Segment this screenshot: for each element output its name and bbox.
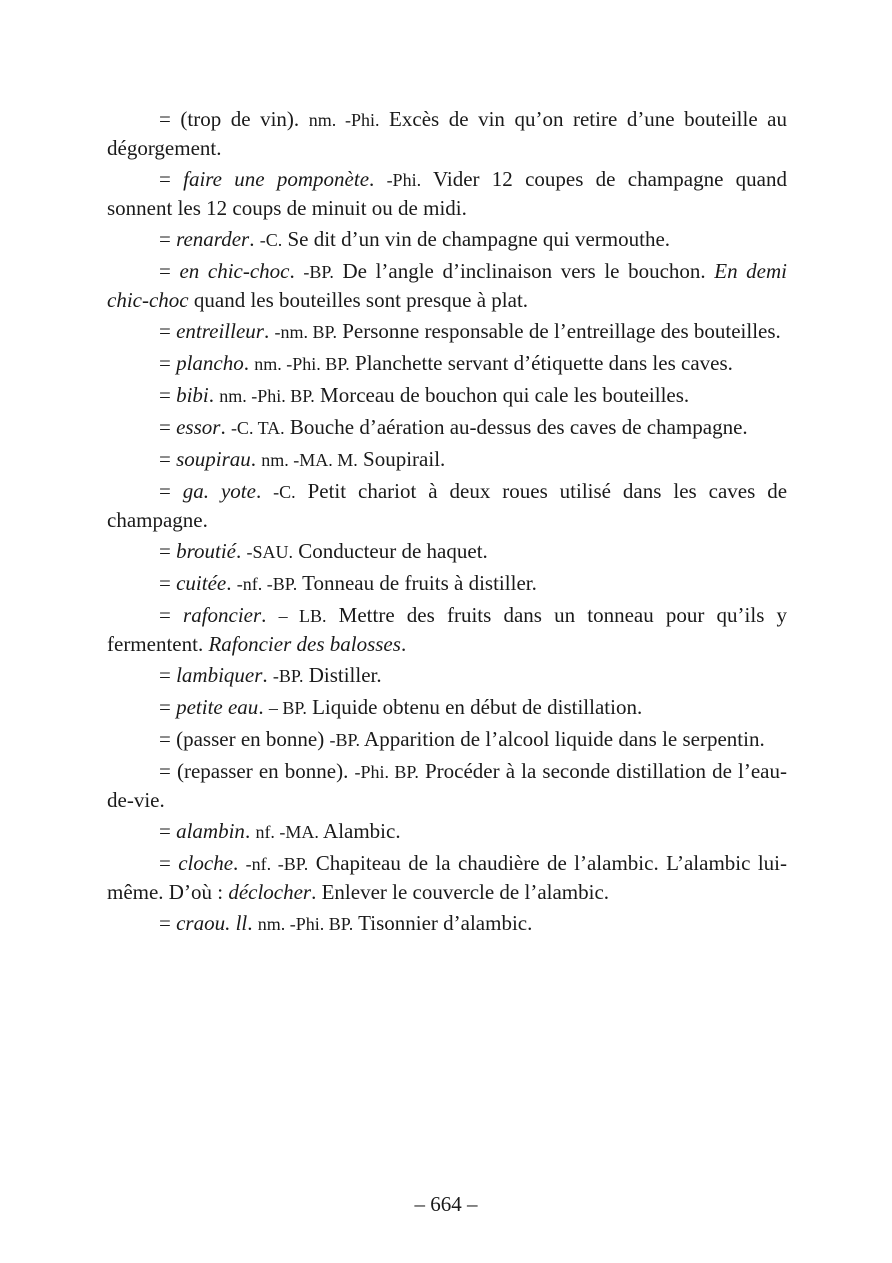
entry-text: = (159, 571, 177, 595)
entry-text: = (159, 603, 184, 627)
headword: essor (176, 415, 221, 439)
grammar-source-abbrev: -Phi. BP. (354, 762, 419, 782)
entry-text: Apparition de l’alcool liquide dans le serpentin. (359, 727, 765, 751)
entry-text: . (249, 227, 260, 251)
dictionary-entry (107, 849, 787, 906)
dictionary-entry (107, 257, 787, 314)
entry-text: . (235, 539, 247, 563)
entry-text: = (trop de vin). (159, 107, 309, 131)
entry-text: . (233, 851, 246, 875)
dictionary-entry (107, 445, 787, 474)
grammar-source-abbrev: nm. -MA. M. (261, 450, 358, 470)
entry-text: De l’angle d’inclinaison vers le bouchon. (333, 259, 715, 283)
entry-text: = (159, 227, 177, 251)
dictionary-entry (107, 349, 787, 378)
entry-text: = (159, 479, 183, 503)
entry-text: . (226, 571, 237, 595)
entry-text: = (159, 351, 177, 375)
entry-text: . (369, 167, 387, 191)
entry-text: . Enlever le couvercle de l’alambic. (311, 880, 610, 904)
grammar-source-abbrev: -nf. -BP. (245, 854, 309, 874)
entry-text: = (159, 167, 184, 191)
grammar-source-abbrev: nm. -Phi. BP. (254, 354, 350, 374)
entry-text: Tisonnier d’alambic. (353, 911, 533, 935)
headword: faire une pomponète (183, 167, 370, 191)
entry-text: = (159, 539, 177, 563)
grammar-source-abbrev: -nf. -BP. (236, 574, 298, 594)
dictionary-entry (107, 909, 787, 938)
entry-text: . (250, 447, 262, 471)
dictionary-entry (107, 105, 787, 162)
entry-text: = (159, 851, 179, 875)
entry-text: Tonneau de fruits à distiller. (297, 571, 537, 595)
entry-text: . (400, 632, 407, 656)
grammar-source-abbrev: -nm. BP. (274, 322, 337, 342)
headword: lambiquer (176, 663, 263, 687)
grammar-source-abbrev: -C. TA. (230, 418, 285, 438)
entry-text: Conducteur de haquet. (293, 539, 488, 563)
headword: déclocher (228, 880, 312, 904)
page-number: – 664 – (414, 1192, 478, 1216)
dictionary-entry (107, 693, 787, 722)
headword: en chic-choc (179, 259, 290, 283)
entry-text: Planchette servant d’étiquette dans les caves. (349, 351, 733, 375)
grammar-source-abbrev: -Phi. (386, 170, 422, 190)
grammar-source-abbrev: nf. -MA. (255, 822, 319, 842)
entry-text: . (220, 415, 231, 439)
grammar-source-abbrev: -C. (273, 482, 296, 502)
entry-text: = (159, 383, 177, 407)
entry-text: Morceau de bouchon qui cale les bouteilles. (314, 383, 690, 407)
entry-text: . (243, 351, 255, 375)
entry-text: Soupirail. (357, 447, 446, 471)
dictionary-entry (107, 725, 787, 754)
headword: rafoncier (183, 603, 262, 627)
dictionary-entry (107, 413, 787, 442)
entry-text: = (159, 447, 177, 471)
entry-text: = (159, 259, 180, 283)
entry-text: Chapiteau de la chaudière de l’alambic. L’alambic lui-même. D’où : (107, 851, 787, 904)
dictionary-entry (107, 817, 787, 846)
grammar-source-abbrev: -BP. (329, 730, 360, 750)
grammar-source-abbrev: – BP. (268, 698, 307, 718)
entry-text: Bouche d’aération au-dessus des caves de champagne. (284, 415, 748, 439)
grammar-source-abbrev: nm. -Phi. BP. (219, 386, 315, 406)
entry-text: . (244, 819, 256, 843)
entry-text: . (289, 259, 304, 283)
grammar-source-abbrev: -BP. (272, 666, 304, 686)
entry-text: = (159, 819, 177, 843)
entry-text: . (263, 319, 275, 343)
entry-text: Procéder à la seconde distillation de l’eau-de-vie. (107, 759, 787, 812)
headword: En demi chic-choc (107, 259, 788, 312)
dictionary-entry (107, 569, 787, 598)
grammar-source-abbrev: -BP. (303, 262, 334, 282)
headword: renarder (176, 227, 250, 251)
entry-text: Distiller. (303, 663, 382, 687)
headword: craou. ll (176, 911, 248, 935)
entry-text: = (159, 415, 177, 439)
grammar-source-abbrev: – LB. (278, 606, 327, 626)
headword: cuitée (176, 571, 227, 595)
headword: alambin (176, 819, 245, 843)
dictionary-entry (107, 477, 787, 534)
headword: petite eau (176, 695, 259, 719)
dictionary-entry (107, 165, 787, 222)
headword: ga. yote (182, 479, 256, 503)
entry-text: Liquide obtenu en début de distillation. (306, 695, 643, 719)
entry-text: . (247, 911, 258, 935)
entry-text: = (passer en bonne) (159, 727, 330, 751)
dictionary-entry (107, 225, 787, 254)
entry-text: = (159, 319, 177, 343)
entry-text: = (159, 911, 177, 935)
entry-text: . (255, 479, 274, 503)
entry-text: = (repasser en bonne). (159, 759, 355, 783)
entry-text: . (262, 663, 273, 687)
dictionary-entry (107, 661, 787, 690)
grammar-source-abbrev: nm. -Phi. BP. (257, 914, 354, 934)
entry-text: . (258, 695, 269, 719)
dictionary-entry (107, 537, 787, 566)
headword: broutié (176, 539, 236, 563)
entry-text: Petit chariot à deux roues utilisé dans les caves de champagne. (107, 479, 788, 532)
headword: Rafoncier des balosses (208, 632, 401, 656)
entry-text: Mettre des fruits dans un tonneau pour qu’ils y fermentent. (107, 603, 788, 656)
entry-text: Excès de vin qu’on retire d’une bouteille au dégorgement. (107, 107, 788, 160)
entry-text: Vider 12 coupes de champagne quand sonnent les 12 coups de minuit ou de midi. (107, 167, 787, 220)
entry-text: = (159, 663, 177, 687)
headword: plancho (176, 351, 244, 375)
dictionary-entry (107, 381, 787, 410)
entry-text: . (261, 603, 279, 627)
dictionary-entry (107, 757, 787, 814)
grammar-source-abbrev: -C. (259, 230, 283, 250)
dictionary-entry (107, 317, 787, 346)
grammar-source-abbrev: nm. -Phi. (308, 110, 380, 130)
dictionary-page-body (107, 105, 787, 941)
entry-text: quand les bouteilles sont presque à plat. (188, 288, 529, 312)
entry-text: Alambic. (318, 819, 401, 843)
headword: bibi (176, 383, 209, 407)
entry-text: . (208, 383, 220, 407)
headword: entreilleur (176, 319, 264, 343)
entry-text: Se dit d’un vin de champagne qui vermouthe. (282, 227, 671, 251)
grammar-source-abbrev: -SAU. (246, 542, 293, 562)
dictionary-entry (107, 601, 787, 658)
entry-text: = (159, 695, 177, 719)
headword: cloche (178, 851, 234, 875)
headword: soupirau (176, 447, 251, 471)
entry-text: Personne responsable de l’entreillage des bouteilles. (337, 319, 781, 343)
